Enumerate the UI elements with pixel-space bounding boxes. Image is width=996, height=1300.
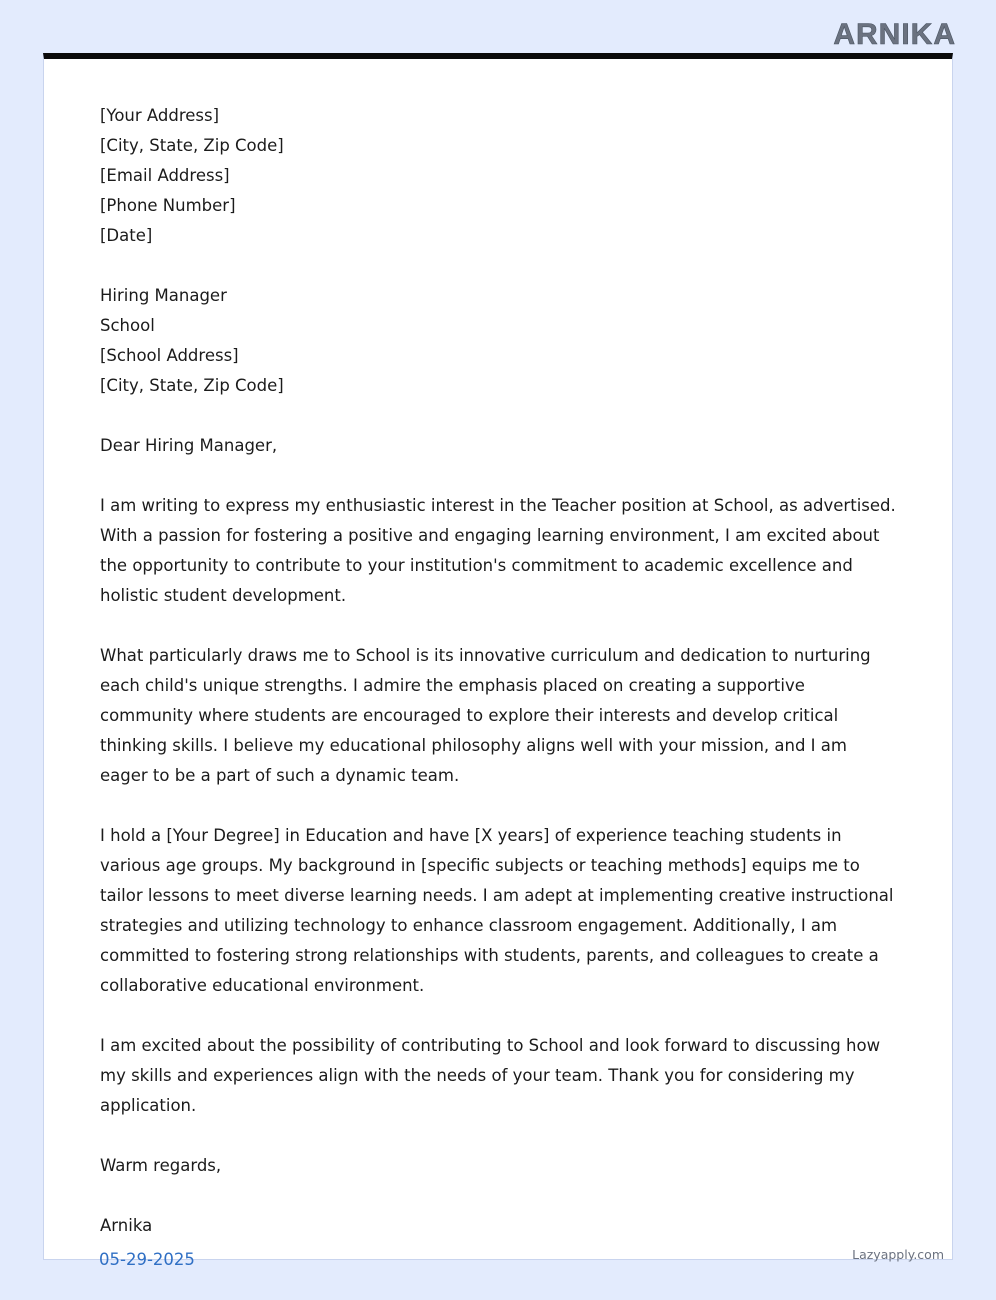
salutation: Dear Hiring Manager,	[100, 436, 278, 455]
recipient-address: [School Address]	[100, 346, 239, 365]
recipient-name: Hiring Manager	[100, 286, 227, 305]
sender-address-block	[100, 101, 896, 251]
closing: Warm regards,	[100, 1156, 222, 1175]
letter-sheet	[43, 53, 953, 1260]
footer-credit: Lazyapply.com	[852, 1247, 944, 1262]
brand-title: ARNIKA	[833, 18, 956, 51]
body-paragraph-4: I am excited about the possibility of contributing to School and look forward to discussing how my skills and experiences align with the needs of your team. Thank you for considering my application.	[100, 1036, 881, 1115]
recipient-city-state-zip: [City, State, Zip Code]	[100, 376, 284, 395]
sender-address: [Your Address]	[100, 106, 220, 125]
letter-date: [Date]	[100, 226, 153, 245]
date-stamp: 05-29-2025	[99, 1250, 195, 1269]
body-paragraph-2: What particularly draws me to School is its innovative curriculum and dedication to nurturing each child's unique strengths. I admire the emphasis placed on creating a supportive community where students are encouraged to explore their interests and develop critical thinking skills. I believe my educational philosophy aligns well with your mission, and I am eager to be a part of such a dynamic team.	[100, 646, 871, 785]
signature-name: Arnika	[100, 1216, 153, 1235]
body-paragraph-1: I am writing to express my enthusiastic interest in the Teacher position at School, as advertised. With a passion for fostering a positive and engaging learning environment, I am excited about the opportunity to contribute to your institution's commitment to academic excellence and holistic student development.	[100, 496, 896, 605]
recipient-address-block	[100, 281, 896, 401]
sender-phone: [Phone Number]	[100, 196, 236, 215]
letter-body	[44, 59, 952, 1251]
body-paragraph-3: I hold a [Your Degree] in Education and have [X years] of experience teaching students in various age groups. My background in [specific subjects or teaching methods] equips me to tailor lessons to meet diverse learning needs. I am adept at implementing creative instructional strategies and utilizing technology to enhance classroom engagement. Additionally, I am committed to fostering strong relationships with students, parents, and colleagues to create a collaborative educational environment.	[100, 826, 894, 995]
sender-city-state-zip: [City, State, Zip Code]	[100, 136, 284, 155]
recipient-organization: School	[100, 316, 155, 335]
sender-email: [Email Address]	[100, 166, 230, 185]
